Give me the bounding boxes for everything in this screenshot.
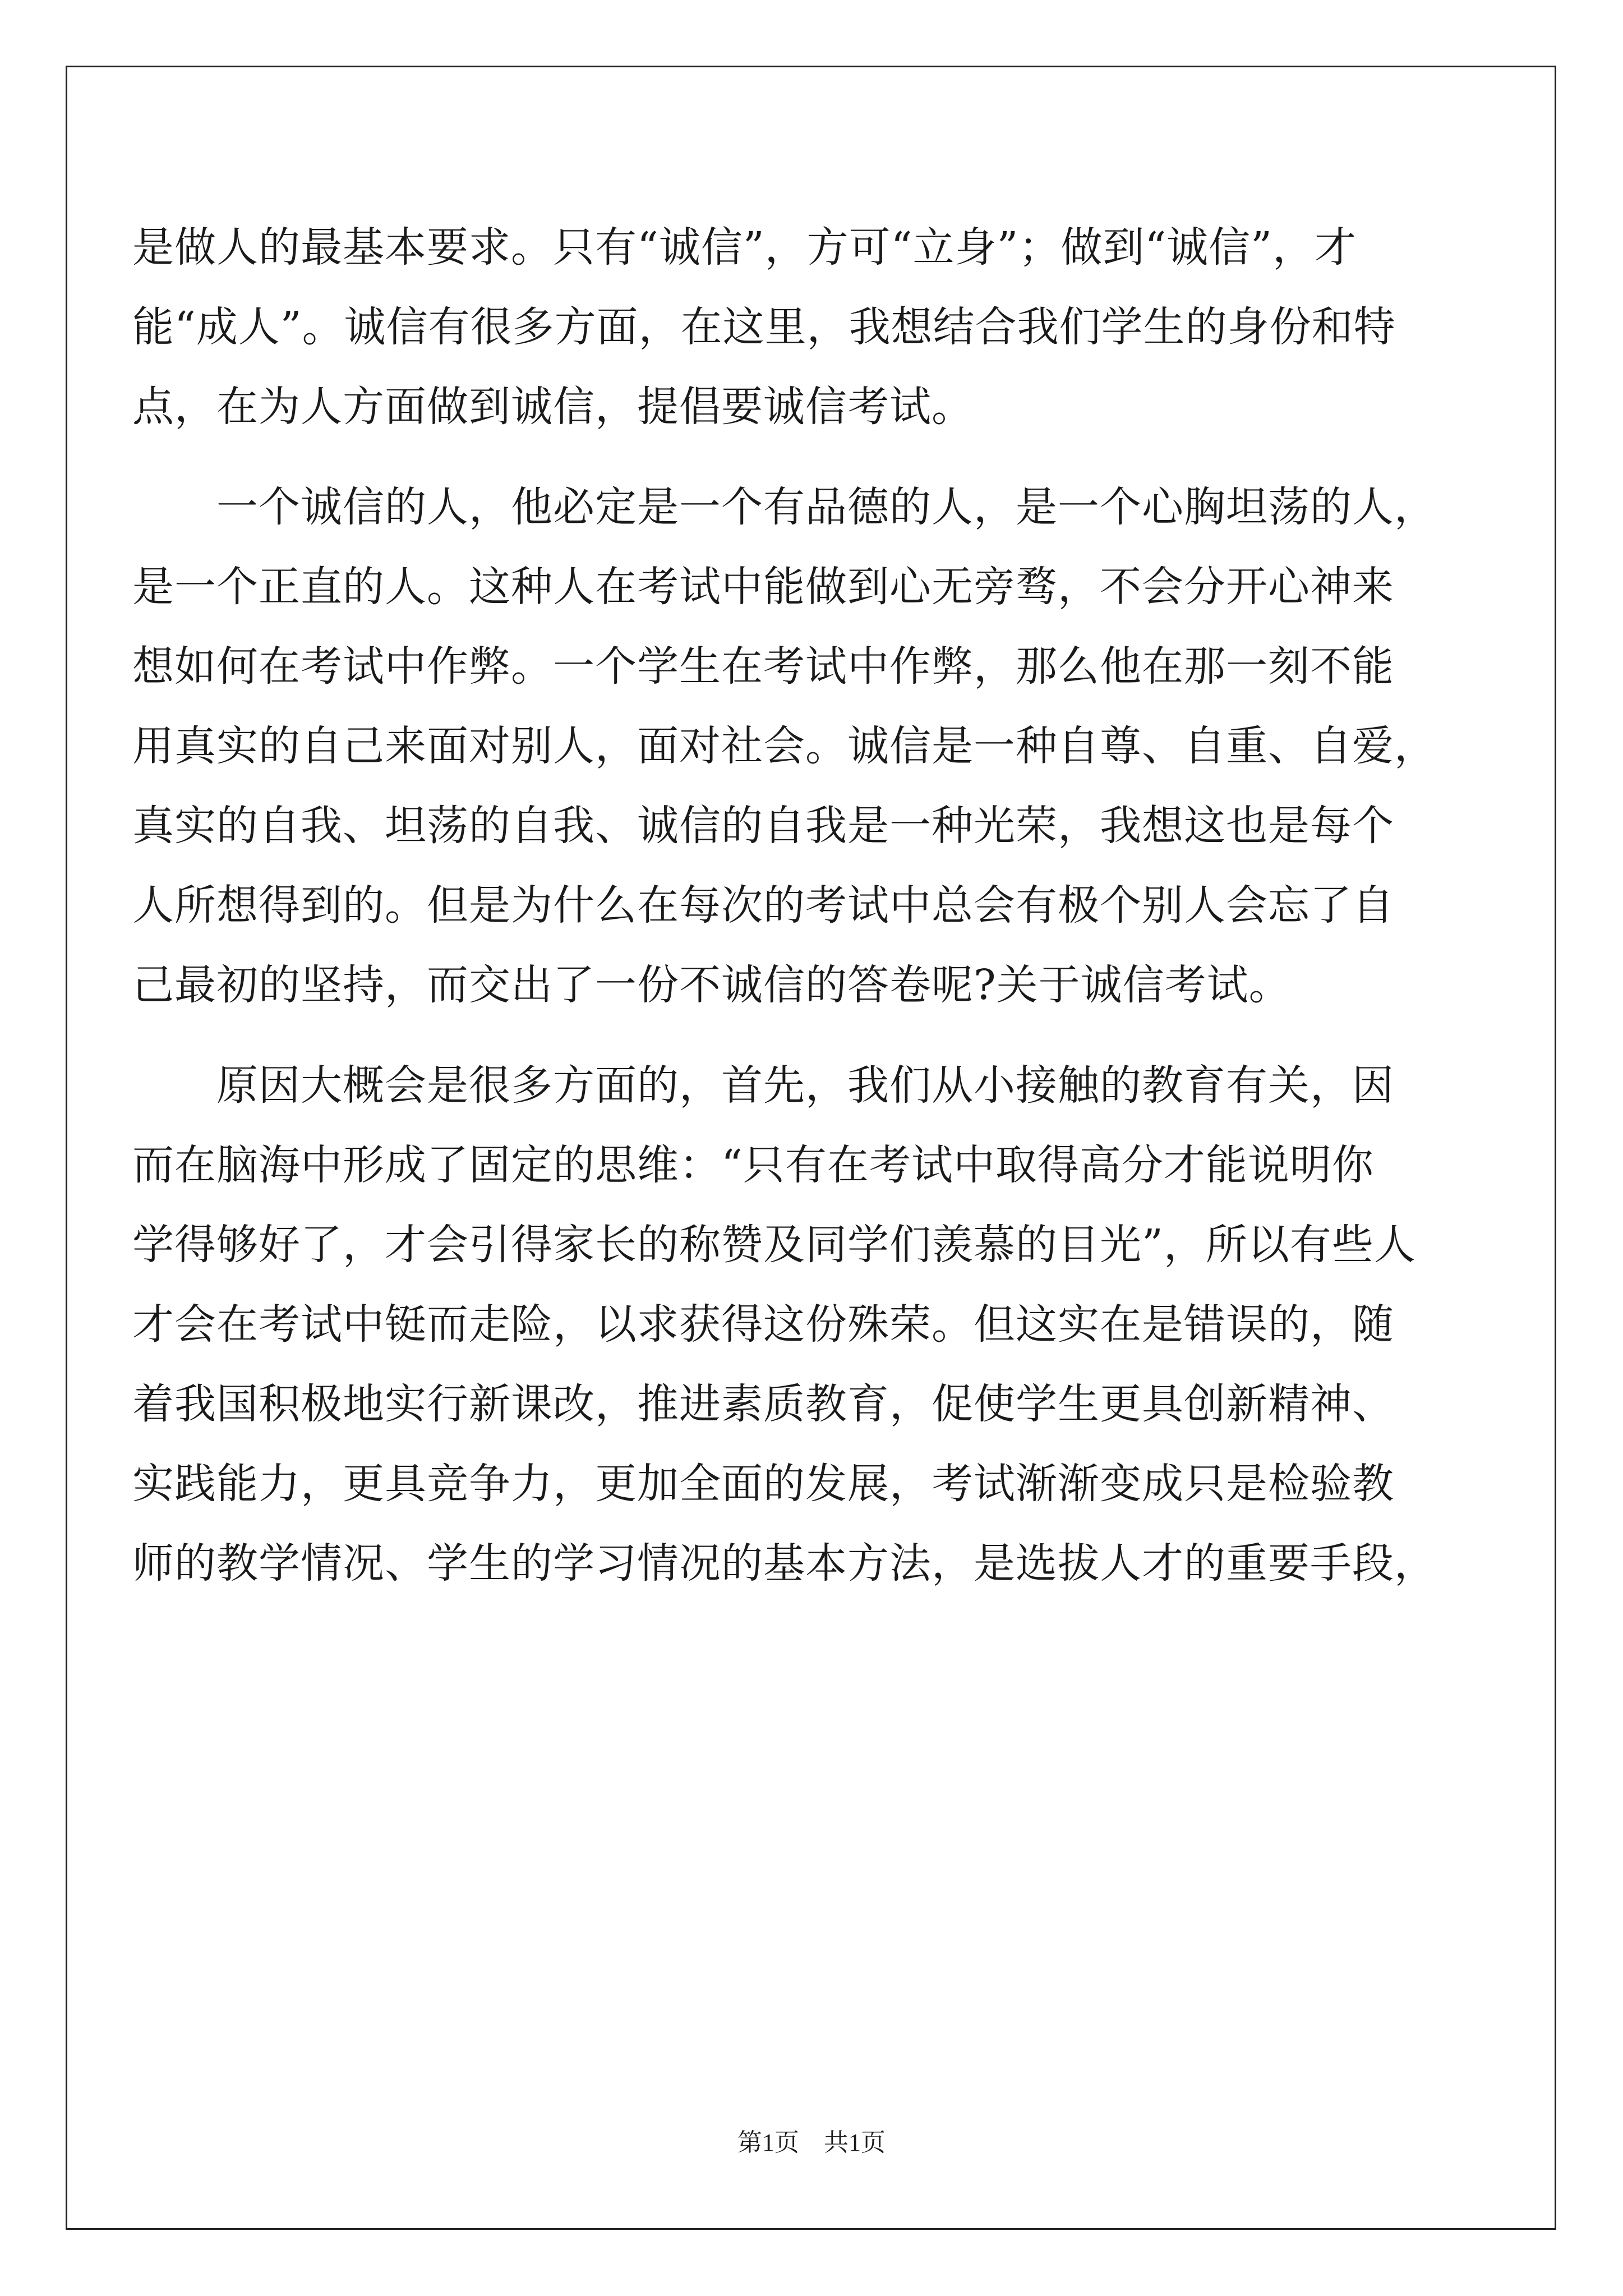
text-line: 原因大概会是很多方面的，首先，我们从小接触的教育有关，因 — [132, 1061, 1394, 1110]
text-line: 能“成人”。诚信有很多方面，在这里，我想结合我们学生的身份和特 — [132, 303, 1396, 351]
text-line: 想如何在考试中作弊。一个学生在考试中作弊，那么他在那一刻不能 — [132, 642, 1394, 691]
text-line: 点，在为人方面做到诚信，提倡要诚信考试。 — [132, 383, 974, 431]
text-line: 真实的自我、坦荡的自我、诚信的自我是一种光荣，我想这也是每个 — [132, 802, 1394, 850]
text-line: 师的教学情况、学生的学习情况的基本方法，是选拔人才的重要手段， — [132, 1539, 1436, 1588]
text-line: 用真实的自己来面对别人，面对社会。诚信是一种自尊、自重、自爱， — [132, 722, 1436, 770]
text-line: 己最初的坚持，而交出了一份不诚信的答卷呢?关于诚信考试。 — [132, 961, 1291, 1009]
text-line: 实践能力，更具竞争力，更加全面的发展，考试渐渐变成只是检验教 — [132, 1460, 1394, 1508]
text-line: 是做人的最基本要求。只有“诚信”，方可“立身”；做到“诚信”，才 — [132, 223, 1357, 272]
text-line: 而在脑海中形成了固定的思维：“只有在考试中取得高分才能说明你 — [132, 1141, 1374, 1189]
text-line: 着我国积极地实行新课改，推进素质教育，促使学生更具创新精神、 — [132, 1380, 1394, 1428]
text-line: 人所想得到的。但是为什么在每次的考试中总会有极个别人会忘了自 — [132, 881, 1394, 930]
page-number-footer: 第1页 共1页 — [737, 2129, 886, 2156]
text-line: 学得够好了，才会引得家长的称赞及同学们羡慕的目光”，所以有些人 — [132, 1221, 1416, 1269]
text-line: 是一个正直的人。这种人在考试中能做到心无旁骛，不会分开心神来 — [132, 563, 1394, 611]
text-line: 才会在考试中铤而走险，以求获得这份殊荣。但这实在是错误的，随 — [132, 1300, 1394, 1349]
text-line: 一个诚信的人，他必定是一个有品德的人，是一个心胸坦荡的人， — [132, 483, 1436, 531]
